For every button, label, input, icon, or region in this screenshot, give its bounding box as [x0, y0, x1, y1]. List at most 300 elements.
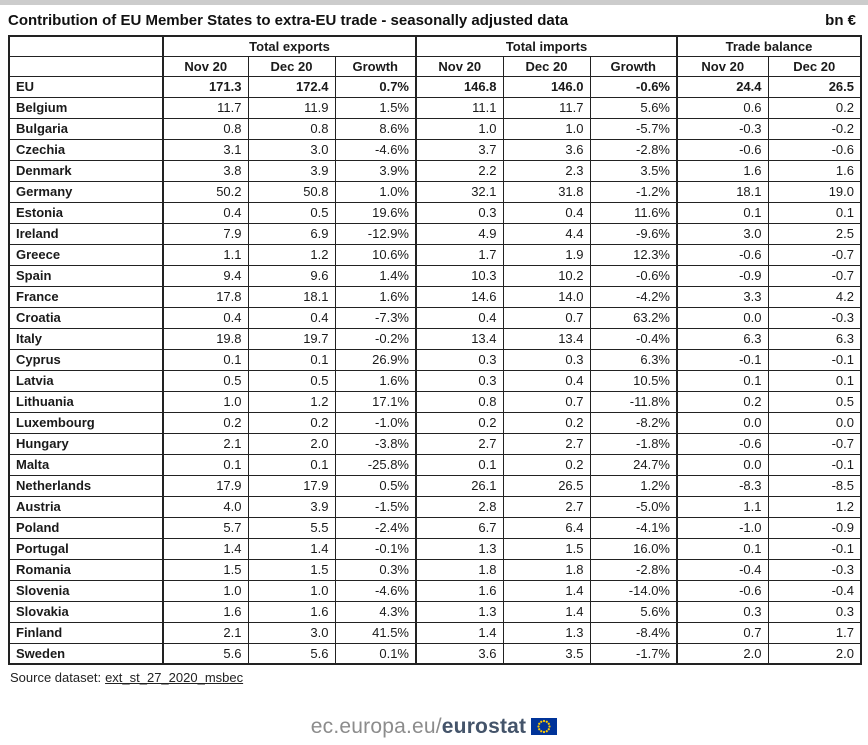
value-cell: -8.5 [768, 475, 861, 496]
value-cell: 3.1 [163, 139, 248, 160]
value-cell: 1.8 [503, 559, 590, 580]
table-row [9, 202, 861, 223]
country-name: Spain [9, 265, 163, 286]
value-cell: 1.9 [503, 244, 590, 265]
value-cell: 1.2 [248, 391, 335, 412]
value-cell: 0.3 [677, 601, 768, 622]
value-cell: 0.2 [768, 97, 861, 118]
value-cell: 0.5% [335, 475, 416, 496]
column-header: Nov 20 [677, 56, 768, 76]
country-name: EU [9, 76, 163, 97]
country-name: Malta [9, 454, 163, 475]
value-cell: -1.0 [677, 517, 768, 538]
value-cell: 0.7 [677, 622, 768, 643]
value-cell: 1.3 [416, 538, 503, 559]
source-line [10, 670, 868, 685]
value-cell: 1.7 [416, 244, 503, 265]
column-header: Dec 20 [768, 56, 861, 76]
value-cell: 50.8 [248, 181, 335, 202]
value-cell: -2.8% [590, 139, 677, 160]
value-cell: -8.4% [590, 622, 677, 643]
value-cell: 17.1% [335, 391, 416, 412]
value-cell: 1.0 [248, 580, 335, 601]
value-cell: 0.7% [335, 76, 416, 97]
value-cell: -0.6 [677, 139, 768, 160]
table-row [9, 454, 861, 475]
table-row [9, 307, 861, 328]
value-cell: 19.0 [768, 181, 861, 202]
value-cell: 0.1 [768, 370, 861, 391]
value-cell: 4.0 [163, 496, 248, 517]
value-cell: -11.8% [590, 391, 677, 412]
corner-cell [9, 56, 163, 76]
value-cell: 1.6 [768, 160, 861, 181]
table-row [9, 643, 861, 664]
value-cell: 0.8 [416, 391, 503, 412]
column-header: Dec 20 [248, 56, 335, 76]
value-cell: -0.3 [677, 118, 768, 139]
table-row [9, 139, 861, 160]
value-cell: 1.5 [163, 559, 248, 580]
country-name: Lithuania [9, 391, 163, 412]
value-cell: 2.3 [503, 160, 590, 181]
value-cell: 19.8 [163, 328, 248, 349]
value-cell: 5.6% [590, 601, 677, 622]
value-cell: -0.2% [335, 328, 416, 349]
table-row [9, 559, 861, 580]
value-cell: 6.3 [768, 328, 861, 349]
value-cell: 3.0 [677, 223, 768, 244]
value-cell: 0.2 [248, 412, 335, 433]
value-cell: 0.4 [163, 307, 248, 328]
table-column-header-row [9, 56, 861, 76]
value-cell: 3.9 [248, 160, 335, 181]
value-cell: 0.1% [335, 643, 416, 664]
value-cell: 0.8 [248, 118, 335, 139]
source-dataset-link[interactable]: ext_st_27_2020_msbec [105, 670, 244, 685]
value-cell: 146.0 [503, 76, 590, 97]
value-cell: 1.5% [335, 97, 416, 118]
table-row [9, 517, 861, 538]
value-cell: 1.4 [416, 622, 503, 643]
value-cell: -9.6% [590, 223, 677, 244]
value-cell: 63.2% [590, 307, 677, 328]
unit-label: bn € [825, 12, 856, 29]
value-cell: 1.4 [163, 538, 248, 559]
value-cell: 0.5 [248, 202, 335, 223]
value-cell: 146.8 [416, 76, 503, 97]
value-cell: 26.9% [335, 349, 416, 370]
value-cell: 5.7 [163, 517, 248, 538]
value-cell: -5.0% [590, 496, 677, 517]
value-cell: 2.5 [768, 223, 861, 244]
value-cell: -0.6 [768, 139, 861, 160]
value-cell: -4.6% [335, 139, 416, 160]
value-cell: 0.1 [163, 454, 248, 475]
corner-cell [9, 36, 163, 56]
value-cell: 24.4 [677, 76, 768, 97]
value-cell: 3.7 [416, 139, 503, 160]
value-cell: 9.6 [248, 265, 335, 286]
value-cell: 1.2% [590, 475, 677, 496]
value-cell: -0.3 [768, 307, 861, 328]
value-cell: -25.8% [335, 454, 416, 475]
table-row [9, 601, 861, 622]
value-cell: 0.5 [248, 370, 335, 391]
value-cell: -0.1 [768, 349, 861, 370]
value-cell: -0.6% [590, 76, 677, 97]
value-cell: 7.9 [163, 223, 248, 244]
table-row [9, 265, 861, 286]
value-cell: 0.0 [768, 412, 861, 433]
value-cell: 26.5 [503, 475, 590, 496]
value-cell: 10.5% [590, 370, 677, 391]
footer-url-text: ec.europa.eu/ [310, 715, 442, 738]
country-name: Bulgaria [9, 118, 163, 139]
value-cell: 3.6 [416, 643, 503, 664]
value-cell: 0.2 [163, 412, 248, 433]
table-row [9, 223, 861, 244]
column-header: Growth [590, 56, 677, 76]
value-cell: 1.2 [768, 496, 861, 517]
value-cell: 0.3 [416, 370, 503, 391]
value-cell: 0.5 [768, 391, 861, 412]
value-cell: -0.1% [335, 538, 416, 559]
value-cell: -0.4 [768, 580, 861, 601]
value-cell: -1.2% [590, 181, 677, 202]
value-cell: 13.4 [416, 328, 503, 349]
value-cell: 0.4 [248, 307, 335, 328]
value-cell: 2.0 [248, 433, 335, 454]
value-cell: 1.5 [503, 538, 590, 559]
value-cell: 3.8 [163, 160, 248, 181]
value-cell: 0.2 [503, 454, 590, 475]
value-cell: 10.2 [503, 265, 590, 286]
value-cell: 1.0% [335, 181, 416, 202]
value-cell: -0.9 [677, 265, 768, 286]
value-cell: -0.9 [768, 517, 861, 538]
country-name: Italy [9, 328, 163, 349]
column-header: Growth [335, 56, 416, 76]
value-cell: 2.0 [768, 643, 861, 664]
country-name: Austria [9, 496, 163, 517]
country-name: Latvia [9, 370, 163, 391]
value-cell: 10.6% [335, 244, 416, 265]
value-cell: 19.7 [248, 328, 335, 349]
value-cell: 3.5 [503, 643, 590, 664]
value-cell: 0.4 [503, 370, 590, 391]
value-cell: 50.2 [163, 181, 248, 202]
value-cell: 1.4 [248, 538, 335, 559]
value-cell: 4.4 [503, 223, 590, 244]
column-group-header: Total imports [416, 36, 677, 56]
value-cell: 1.6 [416, 580, 503, 601]
value-cell: 31.8 [503, 181, 590, 202]
value-cell: 5.6 [163, 643, 248, 664]
value-cell: 6.3 [677, 328, 768, 349]
value-cell: -3.8% [335, 433, 416, 454]
value-cell: 0.2 [503, 412, 590, 433]
value-cell: 1.8 [416, 559, 503, 580]
table-row [9, 391, 861, 412]
value-cell: 5.6% [590, 97, 677, 118]
value-cell: 5.6 [248, 643, 335, 664]
value-cell: 0.3% [335, 559, 416, 580]
value-cell: 0.7 [503, 307, 590, 328]
value-cell: -1.8% [590, 433, 677, 454]
value-cell: 17.8 [163, 286, 248, 307]
value-cell: 2.7 [503, 433, 590, 454]
value-cell: 1.6 [677, 160, 768, 181]
country-name: Ireland [9, 223, 163, 244]
value-cell: 1.0 [163, 391, 248, 412]
country-name: Estonia [9, 202, 163, 223]
value-cell: -14.0% [590, 580, 677, 601]
value-cell: 0.3 [416, 349, 503, 370]
value-cell: 18.1 [248, 286, 335, 307]
value-cell: 1.3 [503, 622, 590, 643]
value-cell: 26.5 [768, 76, 861, 97]
value-cell: 1.7 [768, 622, 861, 643]
table-row [9, 538, 861, 559]
value-cell: 1.4 [503, 580, 590, 601]
value-cell: 0.1 [248, 349, 335, 370]
country-name: Romania [9, 559, 163, 580]
column-header: Nov 20 [416, 56, 503, 76]
column-group-header: Total exports [163, 36, 416, 56]
value-cell: 4.2 [768, 286, 861, 307]
value-cell: 0.6 [677, 97, 768, 118]
value-cell: 0.1 [677, 370, 768, 391]
value-cell: 0.2 [677, 391, 768, 412]
country-name: France [9, 286, 163, 307]
value-cell: 2.1 [163, 433, 248, 454]
value-cell: 11.7 [163, 97, 248, 118]
value-cell: 19.6% [335, 202, 416, 223]
value-cell: 11.6% [590, 202, 677, 223]
value-cell: -2.4% [335, 517, 416, 538]
value-cell: 0.3 [503, 349, 590, 370]
value-cell: 0.4 [163, 202, 248, 223]
value-cell: 2.1 [163, 622, 248, 643]
title-bar [0, 5, 868, 35]
value-cell: 41.5% [335, 622, 416, 643]
eurostat-logo [0, 715, 868, 739]
value-cell: 171.3 [163, 76, 248, 97]
value-cell: -4.6% [335, 580, 416, 601]
value-cell: 11.9 [248, 97, 335, 118]
value-cell: 24.7% [590, 454, 677, 475]
country-name: Finland [9, 622, 163, 643]
country-name: Netherlands [9, 475, 163, 496]
value-cell: 3.9% [335, 160, 416, 181]
country-name: Germany [9, 181, 163, 202]
value-cell: 0.1 [677, 538, 768, 559]
value-cell: 3.6 [503, 139, 590, 160]
table-row [9, 181, 861, 202]
value-cell: 3.0 [248, 622, 335, 643]
value-cell: 6.7 [416, 517, 503, 538]
value-cell: -2.8% [590, 559, 677, 580]
value-cell: -0.4 [677, 559, 768, 580]
value-cell: 1.0 [163, 580, 248, 601]
eu-flag-icon [531, 718, 557, 735]
value-cell: -0.6% [590, 265, 677, 286]
value-cell: 0.1 [768, 202, 861, 223]
table-row [9, 370, 861, 391]
value-cell: 13.4 [503, 328, 590, 349]
trade-table [8, 35, 862, 665]
value-cell: 1.0 [416, 118, 503, 139]
value-cell: 172.4 [248, 76, 335, 97]
table-row [9, 118, 861, 139]
value-cell: 2.7 [416, 433, 503, 454]
value-cell: 0.1 [163, 349, 248, 370]
value-cell: 1.6% [335, 286, 416, 307]
country-name: Belgium [9, 97, 163, 118]
table-row [9, 160, 861, 181]
value-cell: 0.0 [677, 412, 768, 433]
value-cell: 6.3% [590, 349, 677, 370]
value-cell: 1.1 [677, 496, 768, 517]
value-cell: 9.4 [163, 265, 248, 286]
value-cell: 3.3 [677, 286, 768, 307]
value-cell: -0.7 [768, 244, 861, 265]
value-cell: 26.1 [416, 475, 503, 496]
footer-brand-text: eurostat [441, 715, 527, 738]
value-cell: 11.1 [416, 97, 503, 118]
value-cell: -0.2 [768, 118, 861, 139]
value-cell: 1.1 [163, 244, 248, 265]
table-row [9, 496, 861, 517]
value-cell: 0.7 [503, 391, 590, 412]
value-cell: 10.3 [416, 265, 503, 286]
value-cell: -0.1 [768, 538, 861, 559]
value-cell: 8.6% [335, 118, 416, 139]
column-header: Nov 20 [163, 56, 248, 76]
column-header: Dec 20 [503, 56, 590, 76]
value-cell: 14.6 [416, 286, 503, 307]
country-name: Denmark [9, 160, 163, 181]
value-cell: -0.6 [677, 433, 768, 454]
value-cell: 2.8 [416, 496, 503, 517]
value-cell: 1.6% [335, 370, 416, 391]
value-cell: 17.9 [163, 475, 248, 496]
value-cell: 3.0 [248, 139, 335, 160]
page-title: Contribution of EU Member States to extra-EU trade - seasonally adjusted data [8, 12, 569, 29]
value-cell: 2.7 [503, 496, 590, 517]
country-name: Croatia [9, 307, 163, 328]
table-group-header-row [9, 36, 861, 56]
value-cell: 0.4 [503, 202, 590, 223]
value-cell: 17.9 [248, 475, 335, 496]
value-cell: 0.1 [416, 454, 503, 475]
value-cell: 3.5% [590, 160, 677, 181]
value-cell: -4.2% [590, 286, 677, 307]
country-name: Luxembourg [9, 412, 163, 433]
value-cell: -5.7% [590, 118, 677, 139]
value-cell: 11.7 [503, 97, 590, 118]
value-cell: 0.1 [677, 202, 768, 223]
country-name: Hungary [9, 433, 163, 454]
value-cell: 32.1 [416, 181, 503, 202]
value-cell: 0.5 [163, 370, 248, 391]
value-cell: 1.4% [335, 265, 416, 286]
value-cell: 12.3% [590, 244, 677, 265]
country-name: Poland [9, 517, 163, 538]
value-cell: 2.0 [677, 643, 768, 664]
value-cell: -7.3% [335, 307, 416, 328]
table-row [9, 622, 861, 643]
value-cell: 1.6 [163, 601, 248, 622]
value-cell: 6.4 [503, 517, 590, 538]
value-cell: -1.0% [335, 412, 416, 433]
value-cell: 1.2 [248, 244, 335, 265]
value-cell: 1.6 [248, 601, 335, 622]
table-row [9, 76, 861, 97]
value-cell: 1.4 [503, 601, 590, 622]
value-cell: 0.3 [768, 601, 861, 622]
value-cell: 5.5 [248, 517, 335, 538]
table-row [9, 328, 861, 349]
value-cell: 4.9 [416, 223, 503, 244]
value-cell: 1.5 [248, 559, 335, 580]
country-name: Portugal [9, 538, 163, 559]
value-cell: -12.9% [335, 223, 416, 244]
value-cell: 18.1 [677, 181, 768, 202]
value-cell: -0.1 [677, 349, 768, 370]
table-row [9, 475, 861, 496]
country-name: Czechia [9, 139, 163, 160]
value-cell: -1.7% [590, 643, 677, 664]
value-cell: 0.2 [416, 412, 503, 433]
value-cell: -0.4% [590, 328, 677, 349]
value-cell: 0.0 [677, 454, 768, 475]
value-cell: -1.5% [335, 496, 416, 517]
country-name: Slovenia [9, 580, 163, 601]
value-cell: 14.0 [503, 286, 590, 307]
value-cell: 0.0 [677, 307, 768, 328]
value-cell: -0.7 [768, 265, 861, 286]
value-cell: -0.6 [677, 244, 768, 265]
value-cell: -0.1 [768, 454, 861, 475]
value-cell: 0.8 [163, 118, 248, 139]
source-label: Source dataset: [10, 670, 102, 685]
country-name: Greece [9, 244, 163, 265]
table-row [9, 580, 861, 601]
value-cell: 3.9 [248, 496, 335, 517]
country-name: Slovakia [9, 601, 163, 622]
table-row [9, 433, 861, 454]
table-row [9, 244, 861, 265]
value-cell: -0.7 [768, 433, 861, 454]
table-row [9, 286, 861, 307]
value-cell: 4.3% [335, 601, 416, 622]
value-cell: -0.3 [768, 559, 861, 580]
value-cell: -8.3 [677, 475, 768, 496]
table-row [9, 349, 861, 370]
table-row [9, 412, 861, 433]
country-name: Cyprus [9, 349, 163, 370]
value-cell: -4.1% [590, 517, 677, 538]
value-cell: 1.3 [416, 601, 503, 622]
value-cell: 6.9 [248, 223, 335, 244]
value-cell: 0.1 [248, 454, 335, 475]
value-cell: 2.2 [416, 160, 503, 181]
column-group-header: Trade balance [677, 36, 861, 56]
country-name: Sweden [9, 643, 163, 664]
value-cell: -0.6 [677, 580, 768, 601]
